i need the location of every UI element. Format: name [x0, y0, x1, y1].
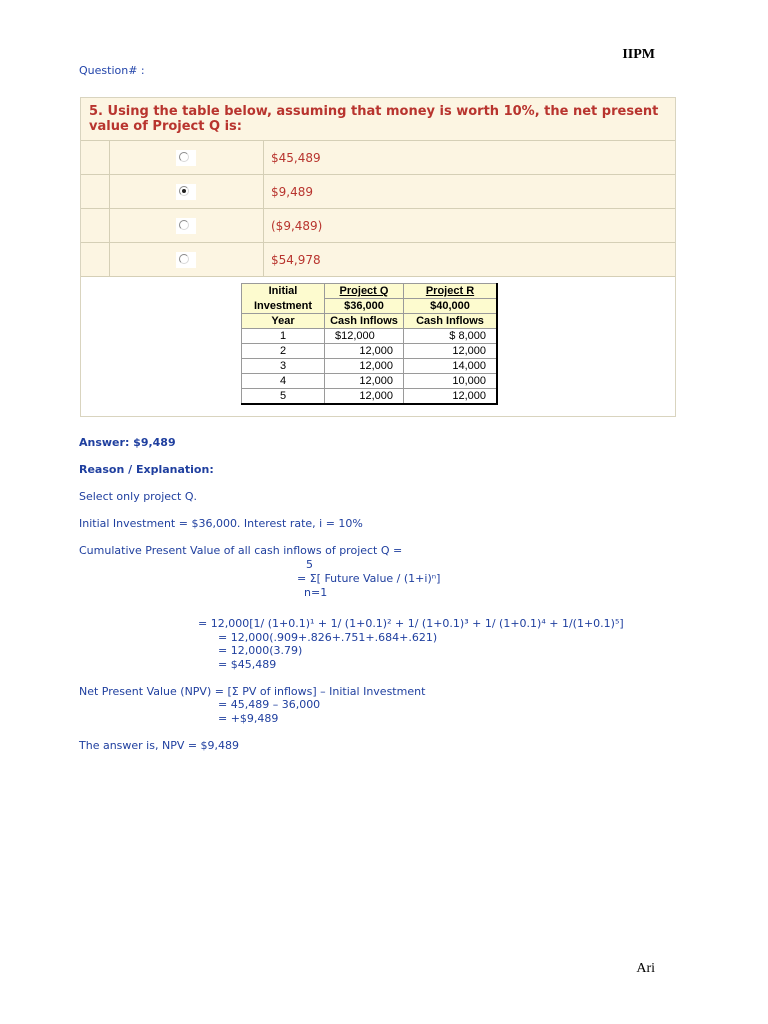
radio-option-3[interactable]: [176, 218, 196, 234]
question-prompt-line2: value of Project Q is:: [89, 119, 242, 134]
radio-option-1[interactable]: [176, 150, 196, 166]
cell-r: 10,000: [404, 374, 498, 389]
calc-line-3: = 12,000(3.79): [218, 644, 303, 657]
header-iipm: IIPM: [622, 47, 655, 62]
question-box: [80, 97, 676, 417]
reason-heading: Reason / Explanation:: [79, 463, 214, 476]
npv-line-2: = 45,489 – 36,000: [218, 698, 321, 711]
question-prompt: [81, 98, 675, 141]
option-label-2: $9,489: [271, 185, 313, 199]
cell-r: 12,000: [404, 344, 498, 359]
option-label-4: $54,978: [271, 253, 321, 267]
cell-year: 5: [242, 389, 325, 405]
cell-q: 12,000: [325, 359, 404, 374]
th-project-r-amount: $40,000: [404, 299, 498, 314]
select-line: Select only project Q.: [79, 490, 198, 503]
table-row: [242, 374, 498, 389]
cell-year: 1: [242, 329, 325, 344]
option-label-1: $45,489: [271, 151, 321, 165]
final-answer-line: The answer is, NPV = $9,489: [79, 739, 240, 752]
th-r-cash-inflows: Cash Inflows: [404, 314, 498, 329]
cell-q: $12,000: [325, 329, 404, 344]
cell-q: 12,000: [325, 374, 404, 389]
sum-lower-limit: n=1: [304, 586, 328, 599]
option-row-2[interactable]: [81, 175, 675, 209]
radio-option-2-selected[interactable]: [176, 184, 196, 200]
th-initial-line2: Investment: [242, 299, 325, 314]
calc-line-1: = 12,000[1/ (1+0.1)¹ + 1/ (1+0.1)² + 1/ (1+0.1)³ + 1/ (1+0.1)⁴ + 1/(1+0.1)⁵]: [198, 617, 624, 630]
th-year: Year: [242, 314, 325, 329]
radio-option-4[interactable]: [176, 252, 196, 268]
table-row: [242, 344, 498, 359]
answer-line: Answer: $9,489: [79, 436, 176, 449]
th-initial-line1: Initial: [242, 284, 325, 299]
cell-year: 4: [242, 374, 325, 389]
footer-ari: Ari: [636, 961, 655, 976]
question-label: Question# :: [79, 64, 145, 77]
cell-year: 3: [242, 359, 325, 374]
calc-line-4: = $45,489: [218, 658, 277, 671]
cell-r: 12,000: [404, 389, 498, 405]
table-row: [242, 329, 498, 344]
th-project-r: Project R: [404, 284, 498, 299]
table-row: [242, 359, 498, 374]
npv-line-1: Net Present Value (NPV) = [Σ PV of inflows] – Initial Investment: [79, 685, 426, 698]
cell-r: $ 8,000: [404, 329, 498, 344]
th-q-cash-inflows: Cash Inflows: [325, 314, 404, 329]
npv-line-3: = +$9,489: [218, 712, 279, 725]
th-project-q: Project Q: [325, 284, 404, 299]
sum-formula: = Σ[ Future Value / (1+i)ⁿ]: [297, 572, 441, 585]
calc-line-2: = 12,000(.909+.826+.751+.684+.621): [218, 631, 438, 644]
cell-r: 14,000: [404, 359, 498, 374]
cell-q: 12,000: [325, 344, 404, 359]
investment-table: [241, 283, 498, 405]
cumulative-line: Cumulative Present Value of all cash inflows of project Q =: [79, 544, 403, 557]
option-row-4[interactable]: [81, 243, 675, 277]
question-prompt-line1: 5. Using the table below, assuming that money is worth 10%, the net present: [89, 104, 659, 119]
initial-investment-line: Initial Investment = $36,000. Interest rate, i = 10%: [79, 517, 363, 530]
option-label-3: ($9,489): [271, 219, 323, 233]
sum-upper-limit: 5: [306, 558, 313, 571]
table-row: [242, 389, 498, 405]
cell-q: 12,000: [325, 389, 404, 405]
option-row-1[interactable]: [81, 141, 675, 175]
th-project-q-amount: $36,000: [325, 299, 404, 314]
option-row-3[interactable]: [81, 209, 675, 243]
cell-year: 2: [242, 344, 325, 359]
